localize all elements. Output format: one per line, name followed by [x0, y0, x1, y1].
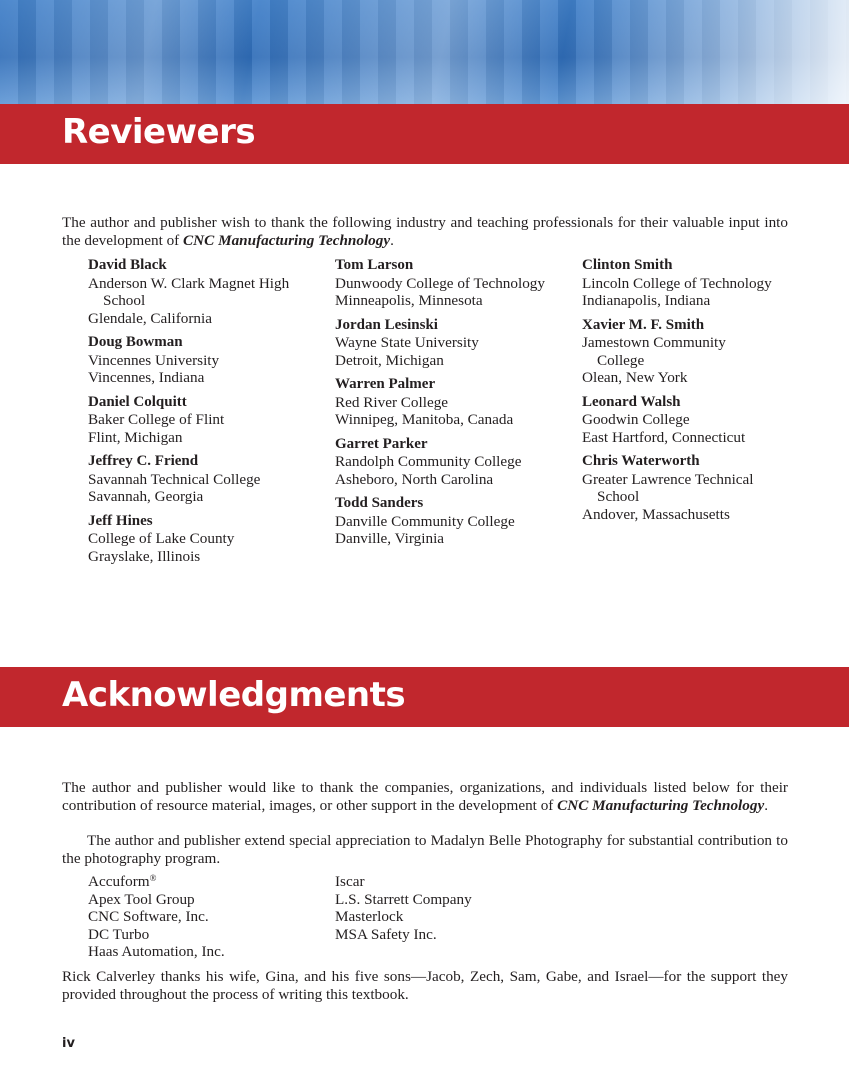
reviewer-entry: David Black Anderson W. Clark Magnet High School Glendale, California — [88, 257, 333, 327]
reviewers-heading: Reviewers — [62, 112, 256, 152]
reviewer-entry: Garret Parker Randolph Community College Asheboro, North Carolina — [335, 436, 580, 489]
reviewer-entry: Jeff Hines College of Lake County Grayslake, Illinois — [88, 513, 333, 566]
reviewers-section-bar — [0, 104, 849, 164]
reviewers-intro: The author and publisher wish to thank the following industry and teaching professionals for their valuable input into the development of CNC Manufacturing Technology. — [62, 214, 788, 249]
reviewer-entry: Todd Sanders Danville Community College Danville, Virginia — [335, 495, 580, 548]
reviewer-name: Tom Larson — [335, 257, 414, 273]
reviewer-name: David Black — [88, 257, 167, 273]
acknowledgments-list-column-1 — [88, 873, 328, 961]
reviewers-column-2 — [335, 257, 580, 548]
reviewer-entry: Tom Larson Dunwoody College of Technology Minneapolis, Minnesota — [335, 257, 580, 310]
reviewers-column-3 — [582, 257, 802, 523]
list-item: CNC Software, Inc. — [88, 908, 209, 925]
reviewer-entry: Chris Waterworth Greater Lawrence Technical School Andover, Massachusetts — [582, 453, 802, 523]
registered-mark: ® — [149, 873, 157, 883]
page-number: iv — [62, 1036, 75, 1051]
acknowledgments-paragraph-2: The author and publisher extend special appreciation to Madalyn Belle Photography for substantial contribution to the photography program. — [62, 832, 788, 867]
list-item: L.S. Starrett Company — [335, 890, 472, 908]
reviewer-entry: Jeffrey C. Friend Savannah Technical College Savannah, Georgia — [88, 453, 333, 506]
list-item: MSA Safety Inc. — [335, 925, 437, 943]
list-item: Masterlock — [335, 908, 404, 925]
reviewer-entry: Warren Palmer Red River College Winnipeg, Manitoba, Canada — [335, 376, 580, 429]
reviewer-name: Daniel Colquitt — [88, 393, 187, 410]
list-item: Iscar — [335, 873, 365, 890]
reviewer-name: Jeff Hines — [88, 512, 153, 529]
book-title: CNC Manufacturing Technology — [557, 796, 765, 814]
list-item: Accuform® — [88, 873, 157, 890]
book-title: CNC Manufacturing Technology — [183, 231, 391, 249]
acknowledgments-list-column-2 — [335, 873, 575, 943]
reviewer-name: Doug Bowman — [88, 334, 183, 350]
list-item: Apex Tool Group — [88, 890, 195, 908]
reviewer-name: Xavier M. F. Smith — [582, 316, 705, 333]
list-item: DC Turbo — [88, 925, 150, 943]
reviewer-entry: Xavier M. F. Smith Jamestown Community College Olean, New York — [582, 317, 802, 387]
reviewer-name: Warren Palmer — [335, 376, 436, 392]
reviewer-name: Chris Waterworth — [582, 453, 700, 469]
reviewer-name: Garret Parker — [335, 435, 428, 452]
reviewer-entry: Jordan Lesinski Wayne State University Detroit, Michigan — [335, 317, 580, 370]
reviewer-entry: Clinton Smith Lincoln College of Technology Indianapolis, Indiana — [582, 257, 802, 310]
acknowledgments-heading: Acknowledgments — [62, 675, 406, 715]
reviewer-entry: Leonard Walsh Goodwin College East Hartford, Connecticut — [582, 394, 802, 447]
reviewer-name: Jordan Lesinski — [335, 316, 438, 333]
header-banner-image — [0, 0, 849, 104]
reviewers-column-1 — [88, 257, 333, 565]
reviewer-name: Jeffrey C. Friend — [88, 453, 199, 469]
reviewer-entry: Doug Bowman Vincennes University Vincennes, Indiana — [88, 334, 333, 387]
reviewer-name: Clinton Smith — [582, 257, 673, 273]
acknowledgments-section-bar — [0, 667, 849, 727]
reviewer-entry: Daniel Colquitt Baker College of Flint Flint, Michigan — [88, 394, 333, 447]
list-item: Haas Automation, Inc. — [88, 943, 225, 960]
reviewer-name: Leonard Walsh — [582, 393, 681, 410]
reviewer-name: Todd Sanders — [335, 495, 424, 511]
acknowledgments-closing: Rick Calverley thanks his wife, Gina, and his five sons—Jacob, Zech, Sam, Gabe, and Israel—for the support they provided throughout the process of writing this textbook. — [62, 968, 788, 1003]
acknowledgments-paragraph-1: The author and publisher would like to thank the companies, organizations, and individuals listed below for their contribution of resource material, images, or other support in the development of CNC Manufacturing Technology. — [62, 779, 788, 814]
